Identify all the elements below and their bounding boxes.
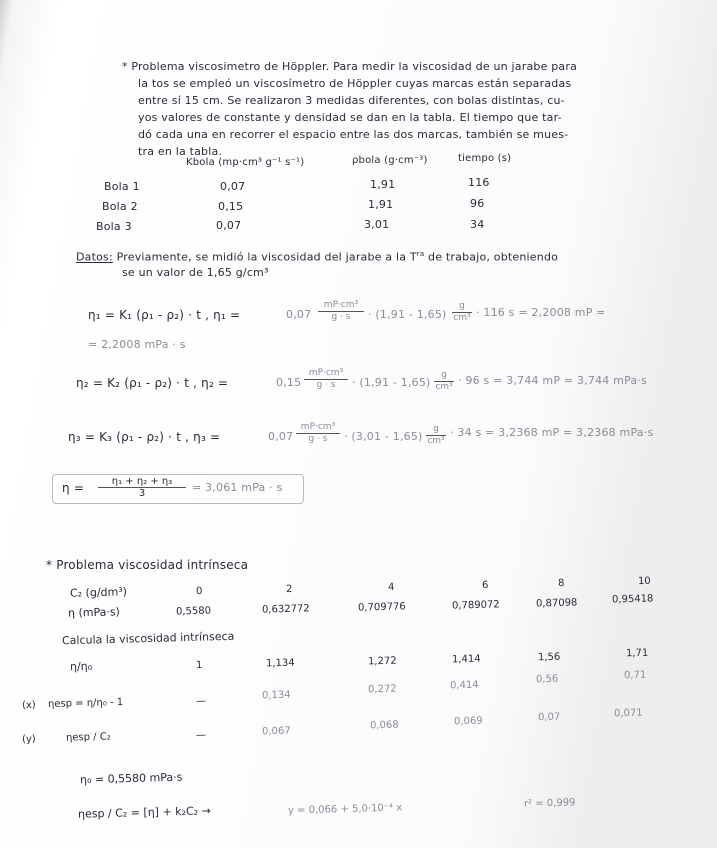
- table-cell-time: 116: [468, 176, 490, 189]
- table-row-label: Bola 1: [104, 180, 140, 193]
- datos-label: Datos:: [76, 250, 113, 264]
- esp-value: 0,414: [449, 679, 479, 692]
- eq1-unit-fraction: [452, 301, 472, 324]
- eq2-fraction: [304, 368, 348, 391]
- eq1-value: 0,07: [286, 308, 312, 321]
- c-value: 10: [637, 575, 651, 588]
- eta0-value: η₀ = 0,5580 mPa·s: [79, 770, 183, 787]
- avg-lhs: η =: [62, 481, 85, 495]
- eq1-fraction: [318, 300, 364, 323]
- datos-line-1: [76, 250, 558, 264]
- c-value: 6: [481, 579, 489, 592]
- avg-fraction: [98, 476, 186, 499]
- esp-value: 0,134: [261, 689, 291, 702]
- r-squared: r² = 0,999: [523, 797, 576, 810]
- espc-value: 0,069: [453, 715, 483, 728]
- eq1-tail: · 116 s = 2,2008 mP =: [476, 306, 606, 319]
- eq2-unit-fraction: [434, 370, 454, 393]
- eq3-tail: · 34 s = 3,2368 mP = 3,2368 mPa·s: [450, 426, 654, 439]
- eq1-continuation: = 2,2008 mPa · s: [88, 338, 186, 351]
- c-value: 0: [195, 585, 203, 598]
- ratio-value: 1,56: [537, 651, 561, 664]
- table-cell-time: 34: [470, 218, 485, 231]
- table-cell-k: 0,15: [218, 200, 244, 213]
- esp-value: —: [195, 695, 207, 708]
- table-header-k: Kbola (mp·cm³ g⁻¹ s⁻¹): [186, 157, 305, 168]
- eq2-unit-g: g: [441, 370, 447, 380]
- eq2-value: 0,15: [276, 376, 302, 389]
- table-cell-rho: 3,01: [364, 218, 390, 231]
- eta-value: 0,789072: [451, 599, 500, 612]
- table-cell-k: 0,07: [220, 180, 246, 193]
- table-header-rho: ρbola (g·cm⁻³): [352, 155, 428, 166]
- eta-label: η (mPa·s): [67, 605, 121, 620]
- eq1-main: η₁ = K₁ (ρ₁ - ρ₂) · t , η₁ =: [88, 308, 241, 322]
- problem1-intro-line-1: * Problema viscosimetro de Höppler. Para medir la viscosidad de un jarabe para: [122, 60, 578, 73]
- eq1-frac-num: mP·cm³: [323, 300, 359, 310]
- c-value: 2: [285, 583, 293, 596]
- problem1-intro-line-5: dó cada una en recorrer el espacio entre las dos marcas, también se mues-: [138, 128, 569, 141]
- problem1-intro-line-2: la tos se empleó un viscosímetro de Höppler cuyas marcas están separadas: [138, 77, 572, 90]
- final-equation: ηesp / C₂ = [η] + k₂C₂ →: [77, 804, 211, 821]
- eq2-mid: · (1,91 - 1,65): [352, 376, 431, 389]
- table-cell-time: 96: [470, 197, 485, 210]
- espc-value: 0,067: [261, 725, 291, 738]
- datos-text: Previamente, se midió la viscosidad del jarabe a la T: [116, 250, 417, 264]
- datos-line-2: se un valor de 1,65 g/cm³: [122, 266, 269, 279]
- ratio-label: η/η₀: [69, 659, 93, 674]
- eq3-value: 0,07: [268, 430, 294, 443]
- espc-value: —: [195, 729, 207, 742]
- eq2-tail: · 96 s = 3,744 mP = 3,744 mPa·s: [458, 374, 647, 387]
- eq2-frac-num: mP·cm³: [308, 368, 344, 378]
- datos-text-2: de trabajo, obteniendo: [424, 250, 559, 264]
- eq1-frac-den: g · s: [318, 311, 364, 323]
- eq3-main: η₃ = K₃ (ρ₁ - ρ₂) · t , η₃ =: [68, 430, 221, 444]
- avg-num: η₁ + η₂ + η₃: [111, 476, 173, 487]
- eq1-unit-g: g: [459, 301, 465, 311]
- eq3-fraction: [296, 422, 340, 445]
- ratio-value: 1: [195, 659, 203, 672]
- eta-value: 0,709776: [357, 601, 406, 614]
- table-cell-rho: 1,91: [368, 198, 394, 211]
- eq3-unit-cm3: cm³: [427, 436, 445, 446]
- eq1-unit-cm3: cm³: [453, 313, 471, 323]
- eta-value: 0,95418: [611, 593, 654, 606]
- eq1-mid: · (1,91 - 1,65): [368, 308, 447, 321]
- avg-result: = 3,061 mPa · s: [192, 481, 283, 494]
- espc-label: ηesp / C₂: [65, 731, 111, 744]
- esp-value: 0,272: [367, 683, 397, 696]
- datos-superscript: ra: [416, 250, 425, 258]
- esp-label: ηesp = η/η₀ - 1: [47, 697, 124, 710]
- avg-den: 3: [98, 487, 186, 499]
- final-fit: y = 0,066 + 5,0·10⁻⁴ x: [287, 802, 403, 817]
- esp-value: 0,56: [535, 673, 559, 686]
- y-tag: (y): [21, 733, 36, 746]
- table-header-time: tiempo (s): [458, 153, 512, 164]
- eq3-frac-num: mP·cm³: [300, 422, 336, 432]
- espc-value: 0,068: [369, 719, 399, 732]
- c-value: 8: [557, 577, 565, 590]
- calc-title: Calcula la viscosidad intrínseca: [61, 629, 235, 648]
- ratio-value: 1,414: [451, 653, 481, 666]
- ratio-value: 1,134: [265, 657, 295, 670]
- ratio-value: 1,272: [367, 655, 397, 668]
- c-label: C₂ (g/dm³): [69, 585, 128, 600]
- problem1-intro-line-3: entre sí 15 cm. Se realizaron 3 medidas diferentes, con bolas distintas, cu-: [138, 94, 565, 107]
- eta-value: 0,632772: [261, 603, 310, 616]
- eq3-unit-g: g: [433, 424, 439, 434]
- eq3-unit-fraction: [426, 424, 446, 447]
- espc-value: 0,071: [613, 707, 643, 720]
- x-tag: (x): [21, 699, 36, 712]
- eq2-frac-den: g · s: [304, 379, 348, 391]
- c-value: 4: [387, 581, 395, 594]
- problem1-intro-line-4: yos valores de constante y densidad se dan en la tabla. El tiempo que tar-: [138, 111, 562, 124]
- eq2-main: η₂ = K₂ (ρ₁ - ρ₂) · t , η₂ =: [76, 376, 229, 390]
- eta-value: 0,5580: [175, 605, 212, 618]
- eta-value: 0,87098: [535, 597, 578, 610]
- table-row-label: Bola 2: [102, 200, 138, 213]
- eq2-unit-cm3: cm³: [435, 382, 453, 392]
- eq3-frac-den: g · s: [296, 433, 340, 445]
- eq3-mid: · (3,01 - 1,65): [344, 430, 423, 443]
- table-cell-k: 0,07: [216, 219, 242, 232]
- table-cell-rho: 1,91: [370, 178, 396, 191]
- problem1-intro-line-6: tra en la tabla.: [138, 145, 223, 158]
- table-row-label: Bola 3: [96, 220, 132, 233]
- esp-value: 0,71: [623, 669, 647, 682]
- problem2-title: * Problema viscosidad intrínseca: [46, 558, 249, 572]
- ratio-value: 1,71: [625, 647, 649, 660]
- espc-value: 0,07: [537, 711, 561, 724]
